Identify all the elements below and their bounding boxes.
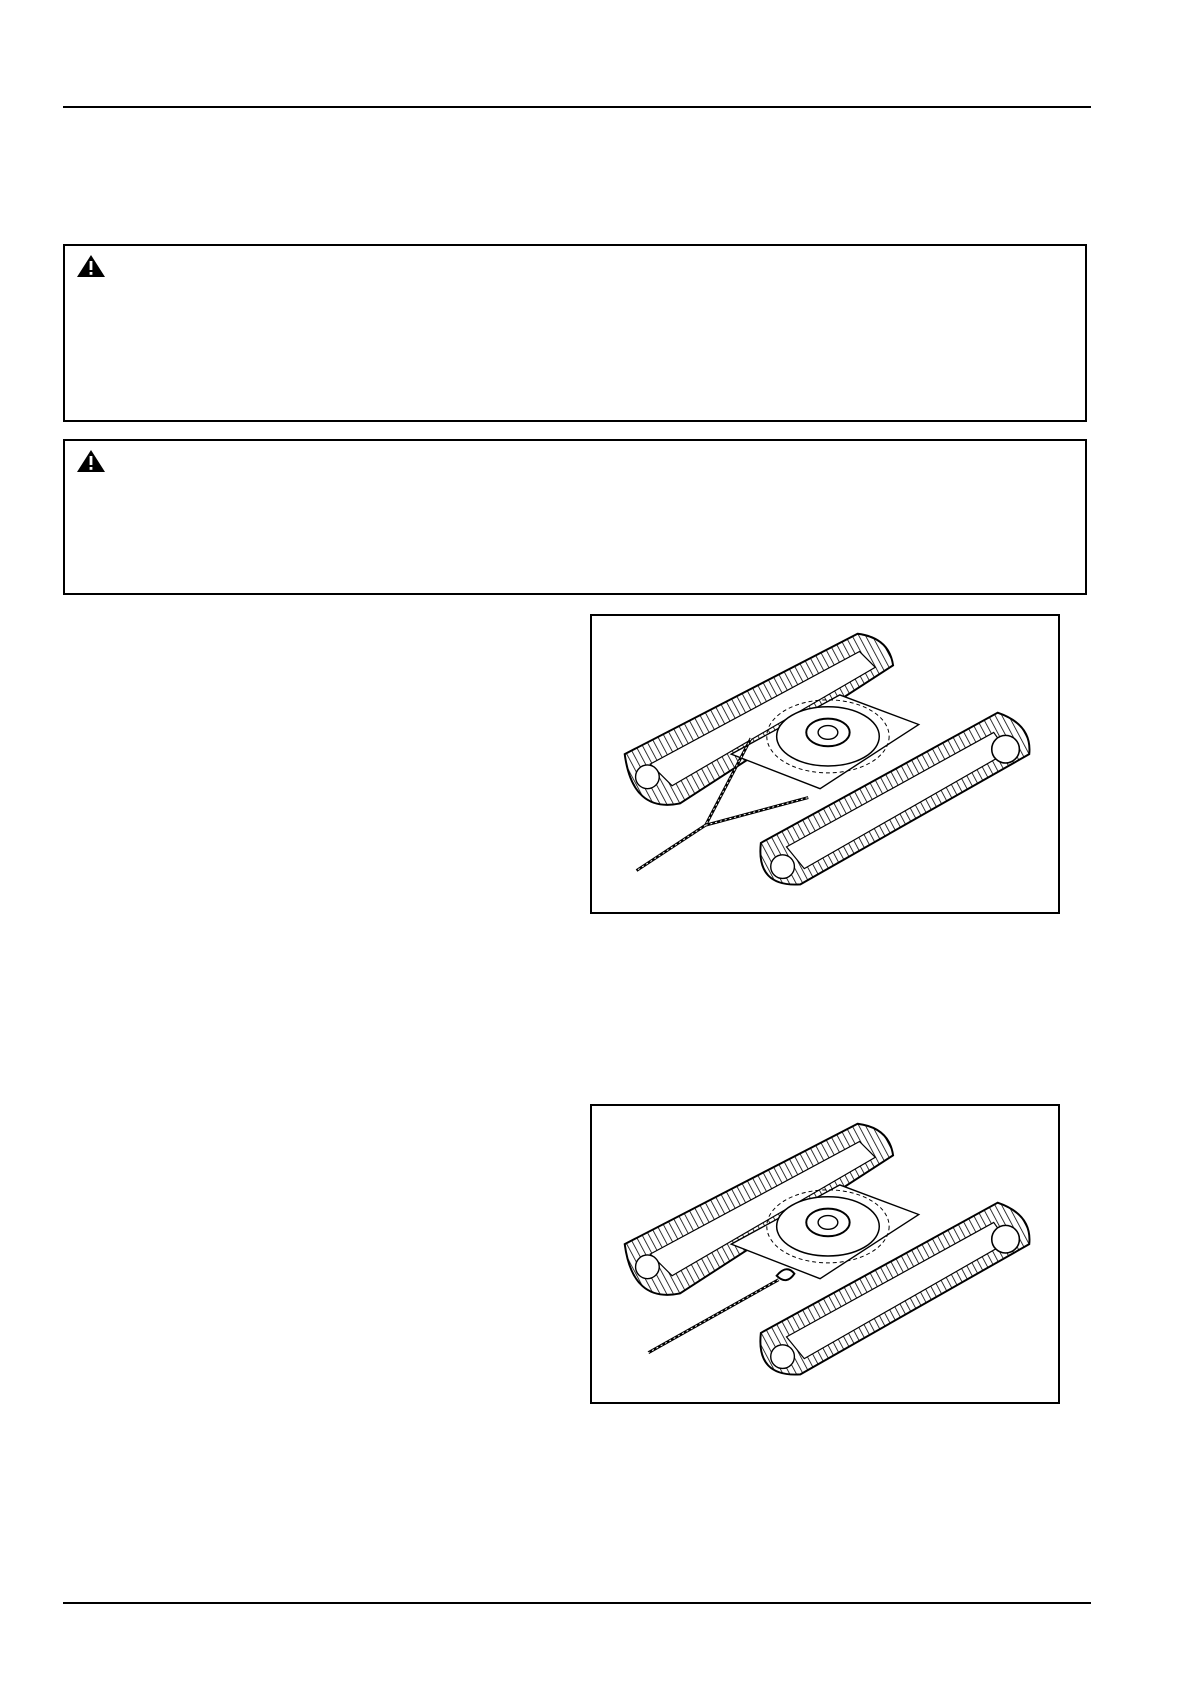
footer-rule <box>63 1602 1091 1604</box>
warning-triangle-icon <box>76 449 106 473</box>
header-rule <box>63 106 1091 108</box>
warning-box-1 <box>63 244 1087 422</box>
figure-undercarriage-towing-single <box>590 1104 1060 1404</box>
figure-undercarriage-towing-crossed <box>590 614 1060 914</box>
warning-box-2 <box>63 439 1087 595</box>
undercarriage-illustration <box>592 616 1058 912</box>
warning-triangle-icon <box>76 254 106 278</box>
undercarriage-illustration <box>592 1106 1058 1402</box>
